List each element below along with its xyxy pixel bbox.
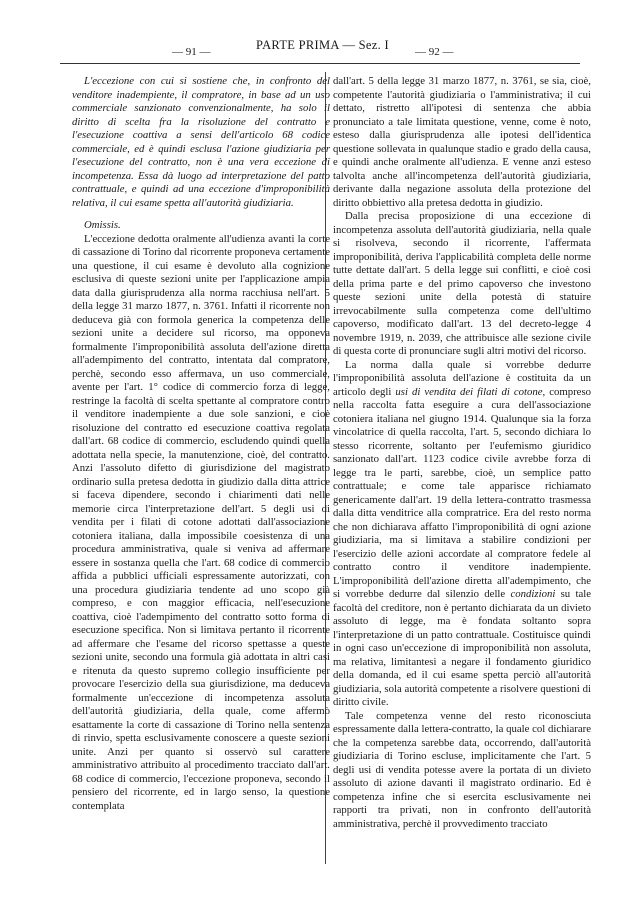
text-run: , compreso nella raccolta fatta eseguire a cura dell'associazione cotoniera italiana nel giugno 1914. Qualunque sia la forza vincolatrice di quella raccolta, l'art. 5, secondo dichiara lo stesso ricorrente, soltanto per l'eufemismo giuridico sanzionato dall'art. 1123 codice civile avrebbe forza di legge tra le parti, sarebbe, cioè, un semplice patto contrattuale; e come tale apparisce richiamato genericamente dall'art. 19 della lettera-contratto trasmessa dalla ditta venditrice alla compratrice. Era del resto norma che non dichiarava affatto l'improponibilità di ogni azione giudiziaria, ma si limitava a stabilire condizioni per l'esercizio delle azioni accordate al compratore fedele al contratto contro il venditore inadempiente. L'improponibilità dell'azione diretta all'adempimento, che si vorrebbe dedurre dal silenzio delle [333, 385, 592, 600]
text-run: La norma dalla quale si vorrebbe dedurre l'improponibilità assoluta dell'azione è costituita da un articolo degli [333, 358, 591, 398]
right-column [333, 75, 591, 831]
italic-phrase: usi di vendita dei filati di cotone [395, 385, 543, 398]
running-title: PARTE PRIMA — Sez. I [256, 38, 389, 52]
page-header [60, 38, 580, 68]
body-paragraph [333, 359, 591, 710]
header-rule [60, 63, 580, 64]
case-summary: L'eccezione con cui si sostiene che, in confronto del venditore inadempiente, il compratore, in base ad un uso commerciale sanzionato convenzionalmente, ha solo il diritto di scelta fra la risoluzione del contratto e l'esecuzione coattiva a sensi dell'articolo 68 codice commerciale, ed è quindi esclusa l'azione giudiziaria per l'esecuzione del contratto, non è una vera eccezione di incompetenza. Essa dà luogo ad interpretazione del patto contrattuale, e quindi ad una eccezione d'improponibilità relativa, il cui esame spetta all'autorità giudiziaria. [72, 75, 330, 209]
body-paragraph: Dalla precisa proposizione di una eccezione di incompetenza assoluta dell'autorità giudiziaria, nella quale si risolveva, secondo il ricorrente, l'affermata improponibilità, deriva l'applicabilità completa delle norme tutte dettate dall'art. 5 della legge sui conflitti, e cioè così della prima parte e del primo capoverso che investono queste sezioni unite della potestà di statuire irrevocabilmente sulla competenza come dell'ultimo capoverso, modificato dall'art. 13 del decreto-legge 4 novembre 1919, n. 2039, che attribuisce alle sezione civile di questa corte di pronunciare sugli altri motivi del ricorso. [333, 210, 591, 357]
body-paragraph: Tale competenza venne del resto riconosciuta espressamente dalla lettera-contratto, la quale col dichiarare che la competenza sarebbe data, occorrendo, dall'autorità giudiziaria di Torino escluse, implicitamente che l'art. 5 degli usi di vendita potesse avere la portata di un divieto assoluto di azione davanti il magistrato ordinario. Ed è competenza infine che si esercita esclusivamente nei rapporti tra privati, non in confronto dell'autorità amministrativa, perchè il provvedimento tracciato [333, 709, 591, 830]
italic-phrase: condizioni [510, 588, 556, 600]
left-column [72, 75, 330, 813]
omissis-label: Omissis. [84, 219, 121, 231]
body-paragraph: L'eccezione dedotta oralmente all'udienza avanti la corte di cassazione di Torino dal ricorrente proponeva certamente una questione, il cui esame è devoluto alla cognizione esclusiva di queste sezioni unite per l'applicazione ampia data dalla giurisprudenza alla norma racchiusa nell'art. 5 della legge 31 marzo 1877, n. 3761. Infatti il ricorrente non deduceva già con formola generica la competenza delle sezioni unite a decidere sul ricorso, ma opponeva formalmente l'improponibilità assoluta dell'azione diretta all'adempimento del contratto, intentata dal compratore, perchè, secondo esso affermava, un uso commerciale, avente per l'art. 1° codice di commercio forza di legge, restringe la facoltà di scelta spettante al compratore contro il venditore inadempiente a due sole sanzioni, e cioè risoluzione del contratto ed esecuzione coattiva regolata dall'art. 68 codice di commercio, escludendo quindi quella adottata nella specie, la manutenzione, cioè, del contratto. Anzi l'assoluto difetto di giurisdizione del magistrato ordinario sulla pretesa dedotta in giudizio dalla ditta attrice si faceva dipendere, secondo i chiarimenti dati nelle memorie circa l'interpretazione dell'art. 5 degli usi di vendita per i filati di cotone adottati dall'associazione cotoniera italiana, dalla impossibile coesistenza di una procedura amministrativa, quale si veniva ad affermare essere in sostanza quella che l'art. 68 codice di commercio affida a pubblici ufficiali espressamente autorizzati, con una procedura giudiziaria tendente ad uno scopo già compreso, e con maggior efficacia, nell'esecuzione coattiva, cioè l'adempimento del contratto sotto forma di esecuzione specifica. Non si limitava pertanto il ricorrente ad affermare che l'esame del ricorso spettasse a queste sezioni unite, secondo una formula già adottata in altri casi e ritenuta da questo supremo collegio insufficiente per provocare l'esercizio della sua giurisdizione, ma deduceva formalmente un'eccezione di incompetenza assoluta dell'autorità giudiziaria, della quale, come affermò esattamente la corte di cassazione di Torino nella sentenza di rinvio, spetta esclusivamente conoscere a queste sezioni unite. Anzi per quanto si osservò sul carattere amministrativo attribuito al procedimento tracciato dall'art. 68 codice di commercio, l'eccezione proponeva, secondo il pensiero del ricorrente, ed in largo senso, la questione contemplata [72, 232, 330, 812]
body-paragraph: dall'art. 5 della legge 31 marzo 1877, n. 3761, se sia, cioè, competente l'autorità giudiziaria o l'amministrativa; il cui dettato, ristretto all'ipotesi di sentenza che abbia pronunciato a tale limitata questione, venne, come è noto, esteso dalla giurisprudenza alle ipotesi dell'identica questione sollevata in qualunque stadio e grado della causa, e quindi anche oralmente all'udienza. E venne anzi esteso talvolta anche all'incompetenza dell'autorità giudiziaria, derivante dalla negazione assoluta della protezione del diritto obbiettivo alla pretesa dedotta in giudizio. [333, 75, 591, 209]
text-run: su tale facoltà del creditore, non è pertanto dichiarata da un divieto assoluto di legge, ma è fondata soltanto sopra l'interpretazione di un patto contrattuale. Costituisce quindi in ogni caso un'eccezione di improponibilità non assoluta, ma relativa, limitantesi a negare il fondamento giuridico della domanda, ed il cui esame spetta perciò all'autorità giudiziaria, sola autorità competente a risolvere questioni di diritto civile. [333, 588, 592, 708]
page-number-right: — 92 — [415, 46, 454, 58]
page-number-left: — 91 — [172, 46, 211, 58]
